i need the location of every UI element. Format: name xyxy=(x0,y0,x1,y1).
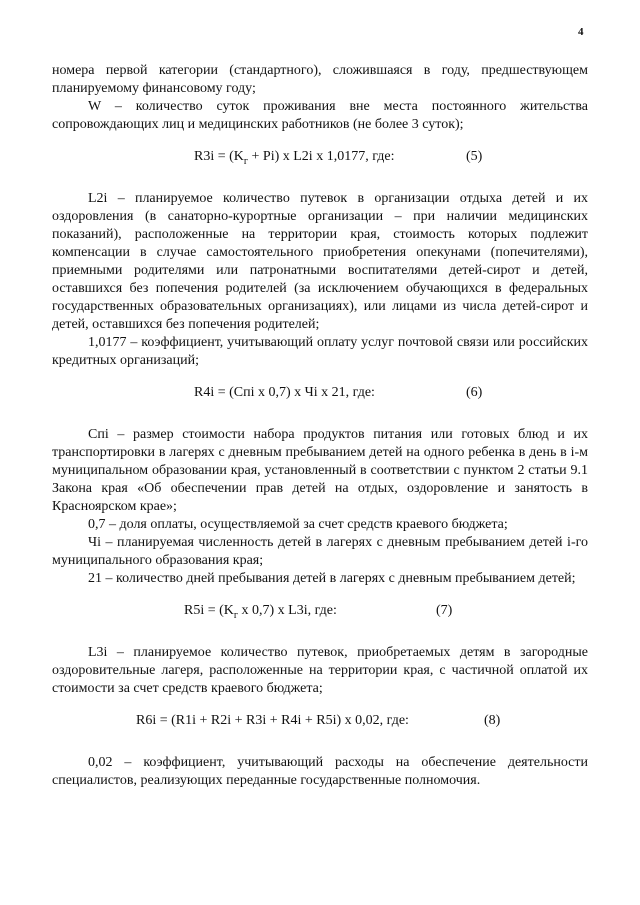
formula-7-text: $R5i = (K_г$ x 0,7) x L3i, где: xyxy=(184,603,337,621)
formula-8-number: (8) xyxy=(484,713,501,728)
paragraph-cpi: Cпi – размер стоимости набора продуктов питания или готовых блюд и их транспортировки в лагерях с дневным пребыванием детей на одного ребенка в день в i-м муниципальном образовании края, установленный в соответствии с пунктом 2 статьи 9.1 Закона края «Об обеспечении прав детей на отдых, оздоровление и занятость в Красноярском крае»; xyxy=(52,427,588,514)
paragraph-l2i: L2i – планируемое количество путевок в организации отдыха детей и их оздоровления (в санаторно-курортные организации – при наличии медицинских показаний), расположенные на территории края, стоимость которых подлежит компенсации в случае самостоятельного приобретения опекунами (попечителями), приемными родителями или патронатными воспитателями детей-сирот и детей, оставшихся без попечения родителей (за исключением обучающихся в федеральных государственных образовательных организациях), или лицами из числа детей-сирот и детей, оставшихся без попечения родителей; xyxy=(52,191,588,332)
paragraph-07: 0,7 – доля оплаты, осуществляемой за счет средств краевого бюджета; xyxy=(88,517,508,532)
page-number: 4 xyxy=(578,26,584,38)
paragraph-1: номера первой категории (стандартного), сложившаяся в году, предшествующем планируемому финансовому году; xyxy=(52,63,588,96)
paragraph-21: 21 – количество дней пребывания детей в лагерях с дневным пребыванием детей; xyxy=(88,571,576,586)
formula-7-number: (7) xyxy=(436,603,453,618)
document-body xyxy=(52,62,588,790)
formula-6-text: R4i = (Cпi x 0,7) x Чi x 21, где: xyxy=(194,385,375,400)
formula-8-text: R6i = (R1i + R2i + R3i + R4i + R5i) x 0,02, где: xyxy=(136,713,409,728)
paragraph-l3i: L3i – планируемое количество путевок, приобретаемых детям в загородные оздоровительные лагеря, расположенные на территории края, с частичной оплатой их стоимости за счет средств краевого бюджета; xyxy=(52,645,588,696)
formula-5-number: (5) xyxy=(466,149,483,164)
paragraph-w: W – количество суток проживания вне места постоянного жительства сопровождающих лиц и медицинских работников (не более 3 суток); xyxy=(52,99,588,132)
formula-5-text: $R3i = (K_г + Pi)$ x L2i x 1,0177, где: xyxy=(194,149,395,167)
paragraph-coefficient-10177: 1,0177 – коэффициент, учитывающий оплату услуг почтовой связи или российских кредитных организаций; xyxy=(52,335,588,368)
paragraph-002: 0,02 – коэффициент, учитывающий расходы на обеспечение деятельности специалистов, реализующих переданные государственные полномочия. xyxy=(52,755,588,788)
formula-6 xyxy=(52,384,588,402)
formula-5 xyxy=(52,148,588,166)
formula-6-number: (6) xyxy=(466,385,483,400)
formula-7 xyxy=(52,602,588,620)
formula-8 xyxy=(52,712,588,730)
paragraph-chi: Чi – планируемая численность детей в лагерях с дневным пребыванием детей i-го муниципального образования края; xyxy=(52,535,588,568)
